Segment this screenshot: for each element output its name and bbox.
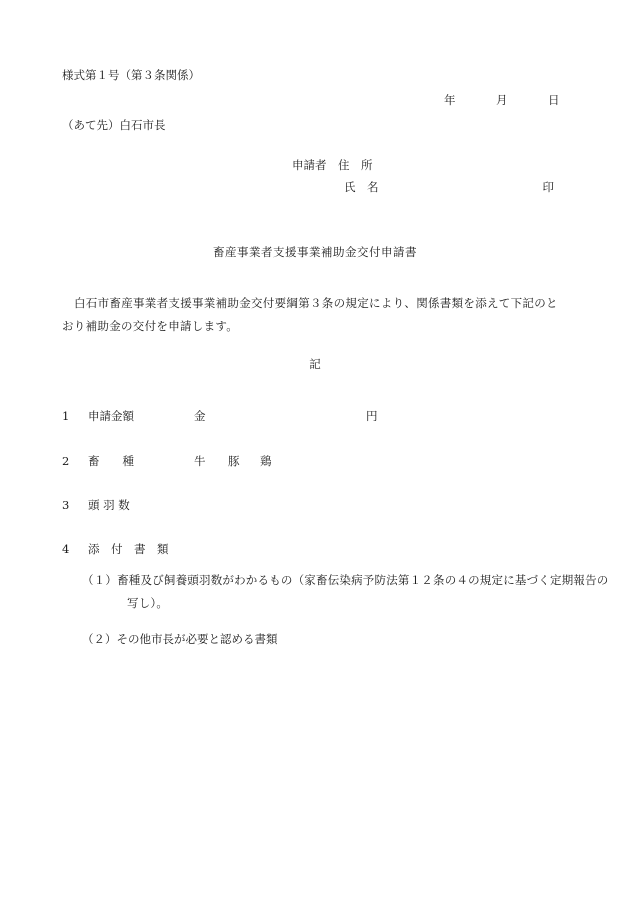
item-number: 1 — [62, 409, 70, 423]
applicant-address-label: 申請者 住 所 — [292, 158, 373, 172]
item-label: 畜 種 — [88, 454, 134, 468]
applicant-name-line — [344, 182, 554, 194]
item-label: 頭 羽 数 — [88, 498, 130, 512]
amount-suffix: 円 — [366, 409, 378, 423]
attachment-subitem: （１）畜種及び飼養頭羽数がわかるもの（家畜伝染病予防法第１２条の４の規定に基づく定期報告の写し）。 — [82, 573, 609, 610]
attachment-subitem: （２）その他市長が必要と認める書類 — [82, 632, 278, 646]
item-number: 3 — [62, 498, 70, 512]
addressee: （あて先）白石市長 — [62, 118, 166, 132]
item-number: 4 — [62, 542, 70, 556]
date-month: 月 — [496, 93, 508, 107]
animal-option: 豚 — [228, 454, 240, 468]
animal-option: 鶏 — [260, 454, 272, 468]
ki-heading: 記 — [309, 357, 321, 371]
form-number: 様式第１号（第３条関係） — [62, 68, 200, 82]
seal-mark: 印 — [542, 180, 554, 194]
date-year: 年 — [444, 93, 456, 107]
amount-prefix: 金 — [194, 409, 206, 423]
item-label: 申請金額 — [88, 409, 134, 423]
document-title: 畜産事業者支援事業補助金交付申請書 — [213, 245, 417, 259]
item-label: 添 付 書 類 — [88, 542, 169, 556]
item-number: 2 — [62, 454, 70, 468]
animal-option: 牛 — [194, 454, 206, 468]
applicant-name-label: 氏 名 — [344, 180, 379, 194]
body-text: 白石市畜産事業者支援事業補助金交付要綱第３条の規定により、関係書類を添えて下記のとおり補助金の交付を申請します。 — [62, 296, 558, 333]
date-day: 日 — [548, 93, 560, 107]
